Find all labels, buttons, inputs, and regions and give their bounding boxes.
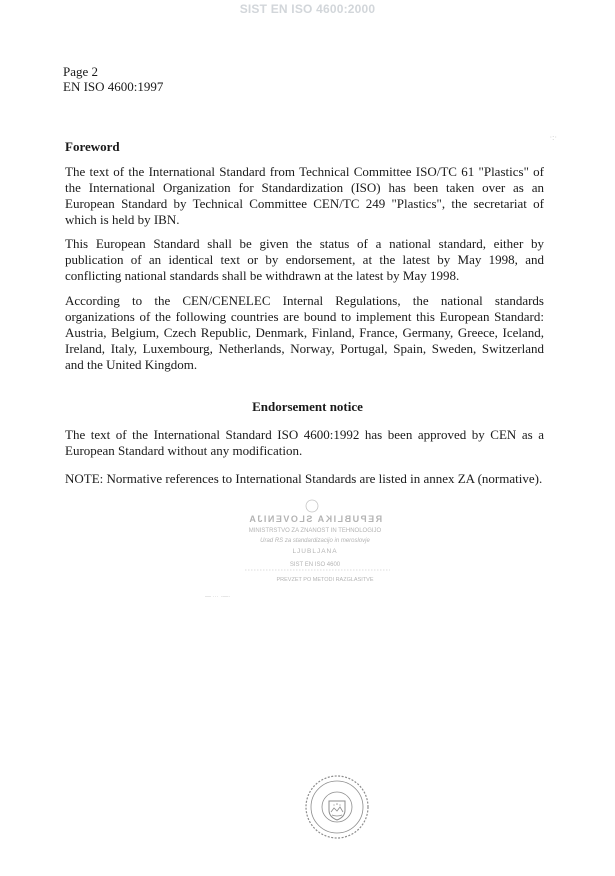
document-watermark: SIST EN ISO 4600:2000 [239, 2, 376, 16]
scan-speck-icon: ·:· [549, 133, 557, 142]
official-seal-icon [304, 774, 370, 840]
endorsement-title: Endorsement notice [252, 399, 363, 414]
standard-number: EN ISO 4600:1997 [63, 79, 164, 94]
page-number: Page 2 [63, 64, 99, 79]
foreword-paragraph: According to the CEN/CENELEC Internal Regulations, the national standards organizations of the following countries are bound to implement this European Standard: Austria, Belgium, Czech Republic, Denmark, Finland, France, Germany, Greece, Iceland, Ireland, Italy, Luxembourg, Netherlands, Norway, Portugal, Spain, Sweden, Switzerland and the United Kingdom. [65, 293, 544, 372]
foreword-paragraph: This European Standard shall be given the status of a national standard, either by publication of an identical text or by endorsement, at the latest by May 1998, and conflicting national standards shall be withdrawn at the latest by May 1998. [65, 236, 544, 283]
stamp-line-4: LJUBLJANA [292, 548, 338, 555]
stamp-line-3: Urad RS za standardizacijo in meroslovje [260, 538, 370, 544]
page-header [63, 64, 163, 94]
stamp-line-6: PREVZET PO METODI RAZGLASITVE [276, 577, 374, 583]
foreword-title: Foreword [65, 139, 120, 154]
foreword-paragraph: The text of the International Standard from Technical Committee ISO/TC 61 "Plastics" of the International Organization for Standardization (ISO) has been taken over as an European Standard by Technical Committee CEN/TC 249 "Plastics", the secretariat of which is held by IBN. [65, 164, 544, 227]
note-paragraph: NOTE: Normative references to International Standards are listed in annex ZA (normative). [65, 471, 543, 486]
stamp-line-5: SIST EN ISO 4600 [289, 562, 341, 568]
stamp-line-2: MINISTRSTVO ZA ZNANOST IN TEHNOLOGIJO [248, 528, 382, 534]
stamp-line-1: REPUBLIKA SLOVENIJA [247, 514, 383, 524]
svg-text:— ··· ·—·: — ··· ·—· [205, 594, 231, 600]
endorsement-paragraph: The text of the International Standard ISO 4600:1992 has been approved by CEN as a European Standard without any modification. [65, 427, 544, 458]
approval-stamp-icon [205, 498, 415, 608]
